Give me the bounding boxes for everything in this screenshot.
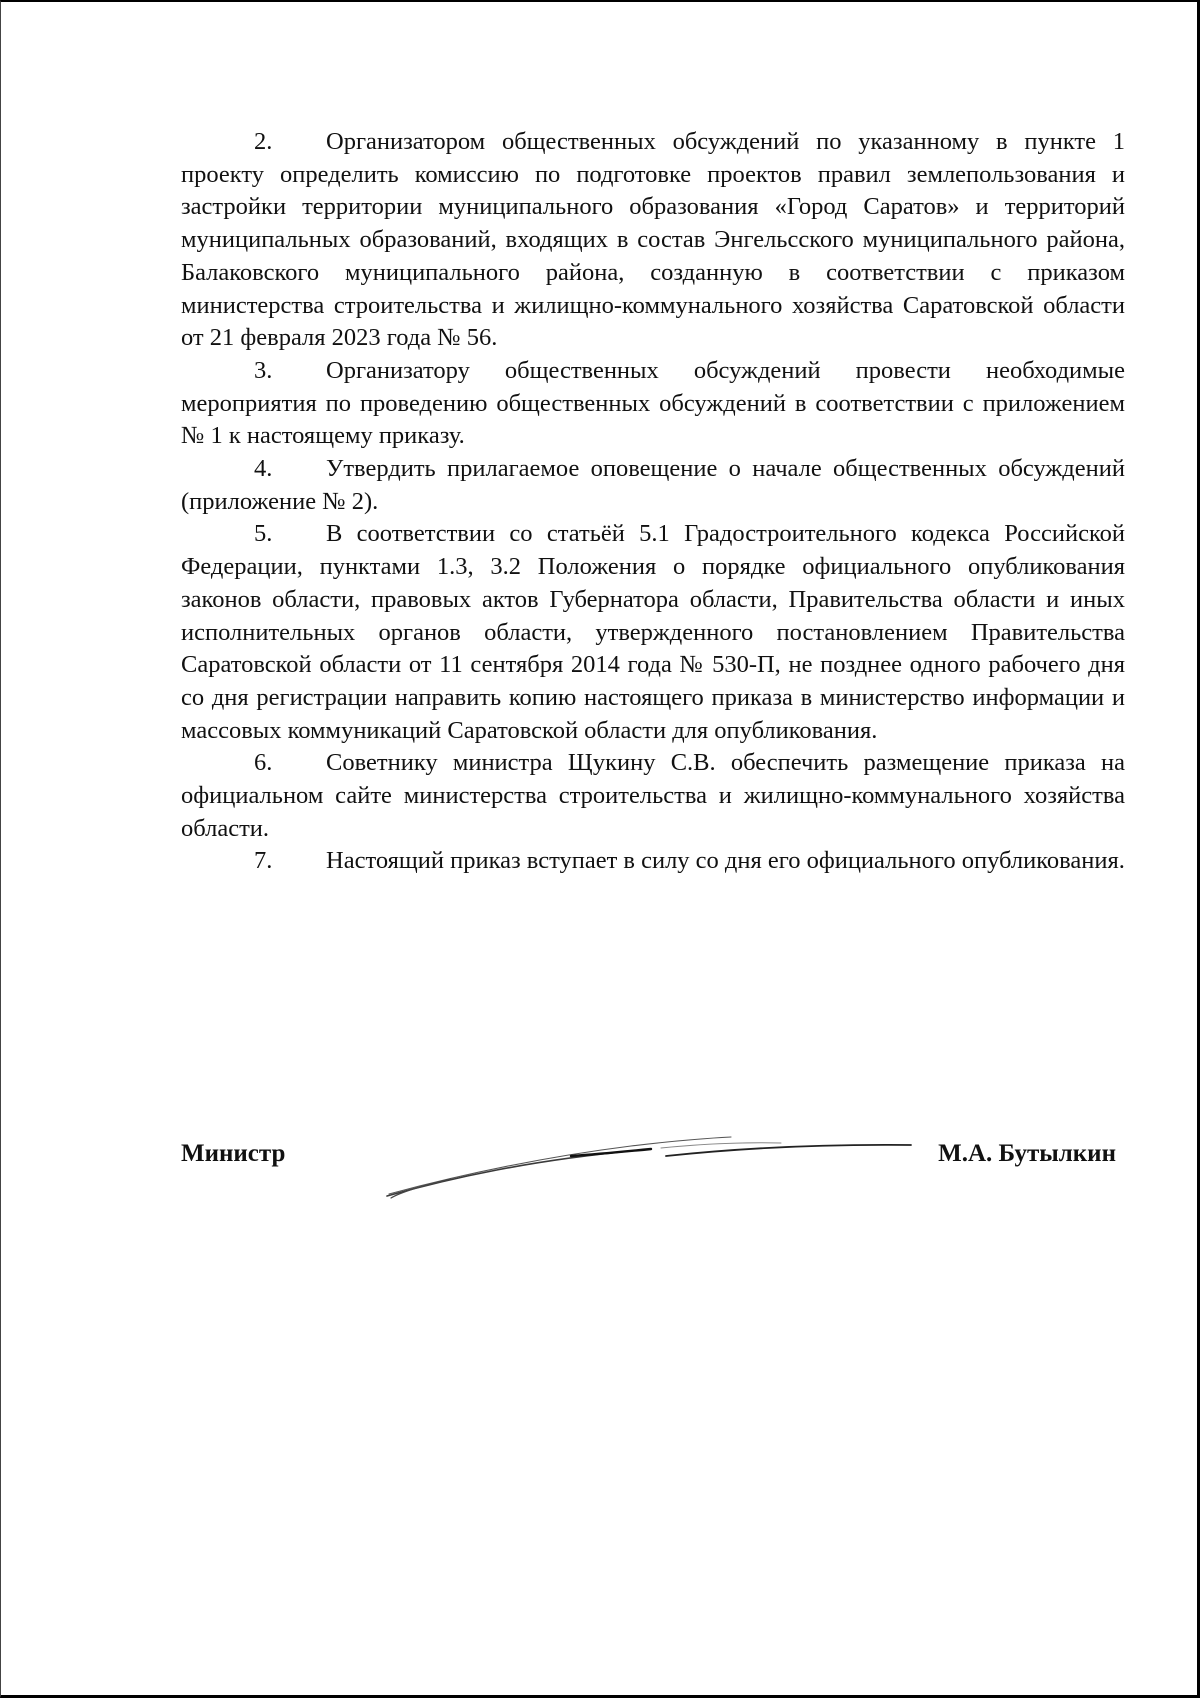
paragraph-number: 4. xyxy=(254,455,273,483)
paragraph-4 xyxy=(181,453,1125,518)
paragraph-number: 2. xyxy=(254,128,273,155)
paragraph-number: 7. xyxy=(254,847,273,875)
paragraph-2 xyxy=(181,126,1125,355)
paragraph-number: 3. xyxy=(254,356,273,384)
signatory-name: М.А. Бутылкин xyxy=(938,1140,1116,1167)
paragraph-5 xyxy=(181,518,1125,747)
paragraph-7 xyxy=(181,845,1125,878)
paragraph-text: Настоящий приказ вступает в силу со дня его официального опубликования. xyxy=(326,847,1125,875)
paragraph-text: Организатору общественных обсуждений провести необходимые мероприятия по проведению общественных обсуждений в соответствии с приложением № 1 к настоящему приказу. xyxy=(181,356,1125,450)
paragraph-3 xyxy=(181,355,1125,453)
paragraph-text: В соответствии со статьёй 5.1 Градостроительного кодекса Российской Федерации, пунктами 1.3, 3.2 Положения о порядке официального опубликования законов области, правовых актов Губернатора области, Правительства области и иных исполнительных органов области, утвержденного постановлением Правительства Саратовской области от 11 сентября 2014 года № 530-П, не позднее одного рабочего дня со дня регистрации направить копию настоящего приказа в министерство информации и массовых коммуникаций Саратовской области для опубликования. xyxy=(181,520,1125,744)
paragraph-text: Утвердить прилагаемое оповещение о начале общественных обсуждений (приложение № 2). xyxy=(181,455,1125,515)
paragraph-number: 6. xyxy=(254,749,273,777)
paragraph-text: Организатором общественных обсуждений по указанному в пункте 1 проекту определить комиссию по подготовке проектов правил землепользования и застройки территории муниципального образования «Город Саратов» и территорий муниципальных образований, входящих в состав Энгельсского муниципального района, Балаковского муниципального района, созданную в соответствии с приказом министерства строительства и жилищно-коммунального хозяйства Саратовской области от 21 февраля 2023 года № 56. xyxy=(181,128,1125,352)
paragraph-6 xyxy=(181,747,1125,845)
handwritten-signature xyxy=(381,1122,941,1202)
paragraph-text: Советнику министра Щукину С.В. обеспечить размещение приказа на официальном сайте министерства строительства и жилищно-коммунального хозяйства области. xyxy=(181,749,1125,842)
paragraph-number: 5. xyxy=(254,520,273,548)
signatory-title: Министр xyxy=(181,1140,286,1167)
order-body xyxy=(181,126,1125,878)
